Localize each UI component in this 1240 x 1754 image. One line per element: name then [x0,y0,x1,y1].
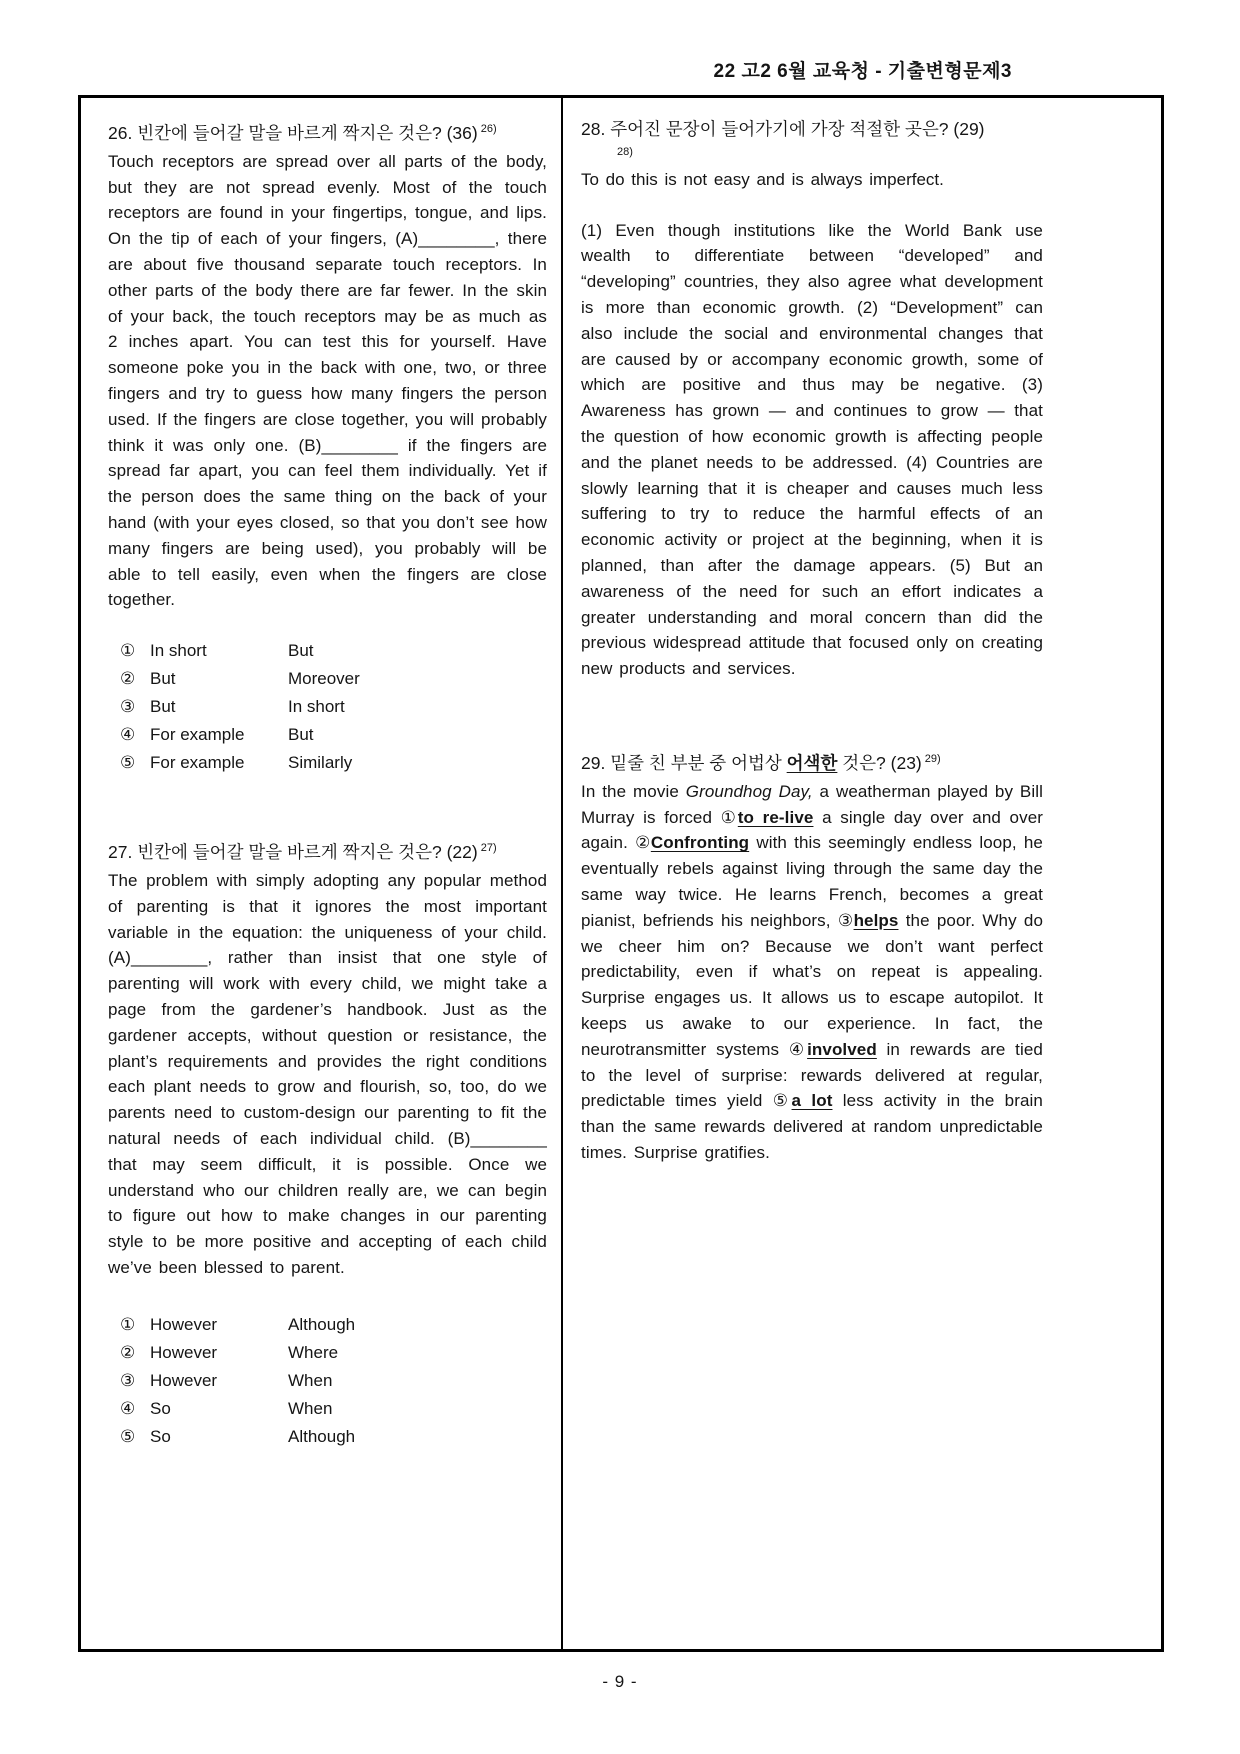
question-26 [108,116,547,777]
option-a-word: But [150,669,176,689]
circled-number: ④ [788,1039,808,1059]
circled-number: ① [120,1314,136,1334]
option-b-word: Although [288,1426,356,1446]
q26-option-4 [108,721,547,749]
option-b-word: Where [288,1342,339,1362]
q28-title-text: 28. 주어진 문장이 들어가기에 가장 적절한 곳은? (29) [581,119,985,139]
q29-text: a single day over and over again. [581,807,1044,853]
q26-title-text: 26. 빈칸에 들어갈 말을 바르게 짝지은 것은? (36) [108,122,478,143]
q28-note-line [581,142,1043,167]
question-27 [108,835,547,1451]
option-a-word: However [150,1314,218,1334]
q29-title-pre: 29. 밑줄 친 부분 중 어법상 [581,752,787,773]
q29-text: In the movie [581,781,686,801]
q26-option-3 [108,693,547,721]
q27-option-2 [108,1339,547,1367]
q27-title [108,835,547,865]
q26-title [108,116,547,146]
q29-text: a weatherman played by Bill Murray is forced [581,781,1043,827]
option-b-word: When [288,1370,333,1390]
document-header-title: 22 고2 6월 교육청 - 기출변형문제3 [713,61,1012,82]
question-28 [581,116,1043,682]
option-a-word: But [150,697,176,717]
q27-title-text: 27. 빈칸에 들어갈 말을 바르게 짝지은 것은? (22) [108,842,478,862]
circled-number: ① [720,807,738,827]
content-box [78,95,1164,1652]
q26-options [108,637,547,777]
q29-underlined-1: to re-live [737,807,814,827]
option-a-word: So [150,1398,171,1418]
circled-number: ② [120,1342,136,1362]
q29-title-emphasis: 어색한 [786,752,838,773]
option-b-word: Moreover [288,669,360,689]
q28-title [581,116,1043,142]
circled-number: ② [120,669,136,689]
question-29 [581,746,1043,1166]
q29-underlined-2: Confronting [650,833,750,853]
q28-passage: (1) Even though institutions like the World Bank use wealth to differentiate between “developed” and “developing” countries, they also agree what development is more than economic growth. (2) “Development” can also include the social and environmental changes that are caused by or accompany economic growth, some of which are positive and thus may be negative. (3) Awareness has grown — and continues to grow — that the question of how economic growth is affecting people and the planet needs to be addressed. (4) Countries are slowly learning that it is cheaper and causes much less suffering to try to reduce the harmful effects of an economic activity or project at the beginning, when it is planned, than after the damage appears. (5) But an awareness of the need for such an effort indicates a greater understanding and moral concern than did the previous widespread attitude that focused only on creating new products and services. [581,220,1043,679]
q27-option-3 [108,1367,547,1395]
q27-options [108,1311,547,1451]
q29-underlined-4: involved [807,1039,877,1059]
circled-number: ④ [120,725,136,745]
page-number: - 9 - [602,1672,638,1691]
q29-movie-title: Groundhog Day, [685,781,813,801]
q27-option-5 [108,1423,547,1451]
circled-number: ① [120,641,136,661]
circled-number: ⑤ [120,1426,136,1446]
option-a-word: For example [150,753,245,773]
q29-passage [581,779,1043,1166]
option-a-word: For example [150,725,245,745]
q26-option-5 [108,749,547,777]
q26-passage: Touch receptors are spread over all parts of the body, but they are not spread evenly. Most of the touch receptors are found in your fingertips, tongue, and lips. On the tip of each of your fingers, (A)________, there are about five thousand separate touch receptors. In other parts of the body there are far fewer. In the skin of your back, the touch receptors may be as much as 2 inches apart. You can test this for yourself. Have someone poke you in the back with one, two, or three fingers and try to guess how many fingers the person used. If the fingers are close together, you will probably think it was only one. (B)________ if the fingers are spread far apart, you can feel them individually. Yet if the person does the same thing on the back of your hand (with your eyes closed, so that you don’t see how many fingers are being used), you probably will be able to tell easily, even when the fingers are close together. [108,151,547,610]
q29-text: less activity in the brain than the same rewards delivered at random unpredictable times. Surprise gratifies. [581,1091,1043,1162]
q29-text: with this seemingly endless loop, he eventually rebels against living through the same day the same way twice. He learns French, becomes a great pianist, befriends his neighbors, [581,833,1043,930]
q26-option-2 [108,665,547,693]
q29-text: the poor. Why do we cheer him on? Because we don’t want perfect predictability, even if what’s on repeat is appealing. Surprise engages us. It allows us to escape autopilot. It keeps us awake to our experience. In fact, the neurotransmitter systems [581,910,1044,1059]
right-column [563,98,1161,1649]
q28-note: 28) [617,146,633,158]
circled-number: ③ [837,910,854,930]
option-a-word: So [150,1426,171,1446]
option-a-word: However [150,1342,218,1362]
option-a-word: In short [150,641,207,661]
q29-title [581,746,1043,776]
option-b-word: But [288,641,314,661]
q27-option-1 [108,1311,547,1339]
q29-underlined-3: helps [853,910,899,930]
circled-number: ③ [120,697,136,717]
q28-given-sentence: To do this is not easy and is always imperfect. [581,169,944,189]
circled-number: ③ [120,1370,136,1390]
option-b-word: In short [288,697,345,717]
option-b-word: Although [288,1314,356,1334]
option-b-word: But [288,725,314,745]
option-b-word: When [288,1398,333,1418]
q29-title-post: 것은? (23) [837,752,922,773]
circled-number: ⑤ [772,1091,792,1111]
option-b-word: Similarly [288,753,353,773]
q27-passage: The problem with simply adopting any popular method of parenting is that it ignores the most important variable in the equation: the uniqueness of your child. (A)________, rather than insist that one style of parenting will work with every child, we might take a page from the gardener’s handbook. Just as the gardener accepts, without question or resistance, the plant’s requirements and provides the right conditions each plant needs to grow and flourish, so, too, do we parents need to custom-design our parenting to fit the natural needs of each individual child. (B)________ that may seem difficult, it is possible. Once we understand who our children really are, we can begin to figure out how to make changes in our parenting style to be more positive and accepting of each child we’ve been blessed to parent. [108,871,547,1277]
q26-option-1 [108,637,547,665]
q29-note: 29) [924,753,941,765]
circled-number: ② [635,833,651,853]
q27-option-4 [108,1395,547,1423]
q29-underlined-5: a lot [791,1091,833,1111]
circled-number: ④ [120,1398,136,1418]
q27-note: 27) [480,842,497,855]
left-column [81,98,563,1649]
q26-note: 26) [480,123,497,135]
circled-number: ⑤ [120,753,136,773]
q29-text: in rewards are tied to the level of surprise: rewards delivered at regular, predictable times yield [581,1039,1043,1111]
option-a-word: However [150,1370,218,1390]
